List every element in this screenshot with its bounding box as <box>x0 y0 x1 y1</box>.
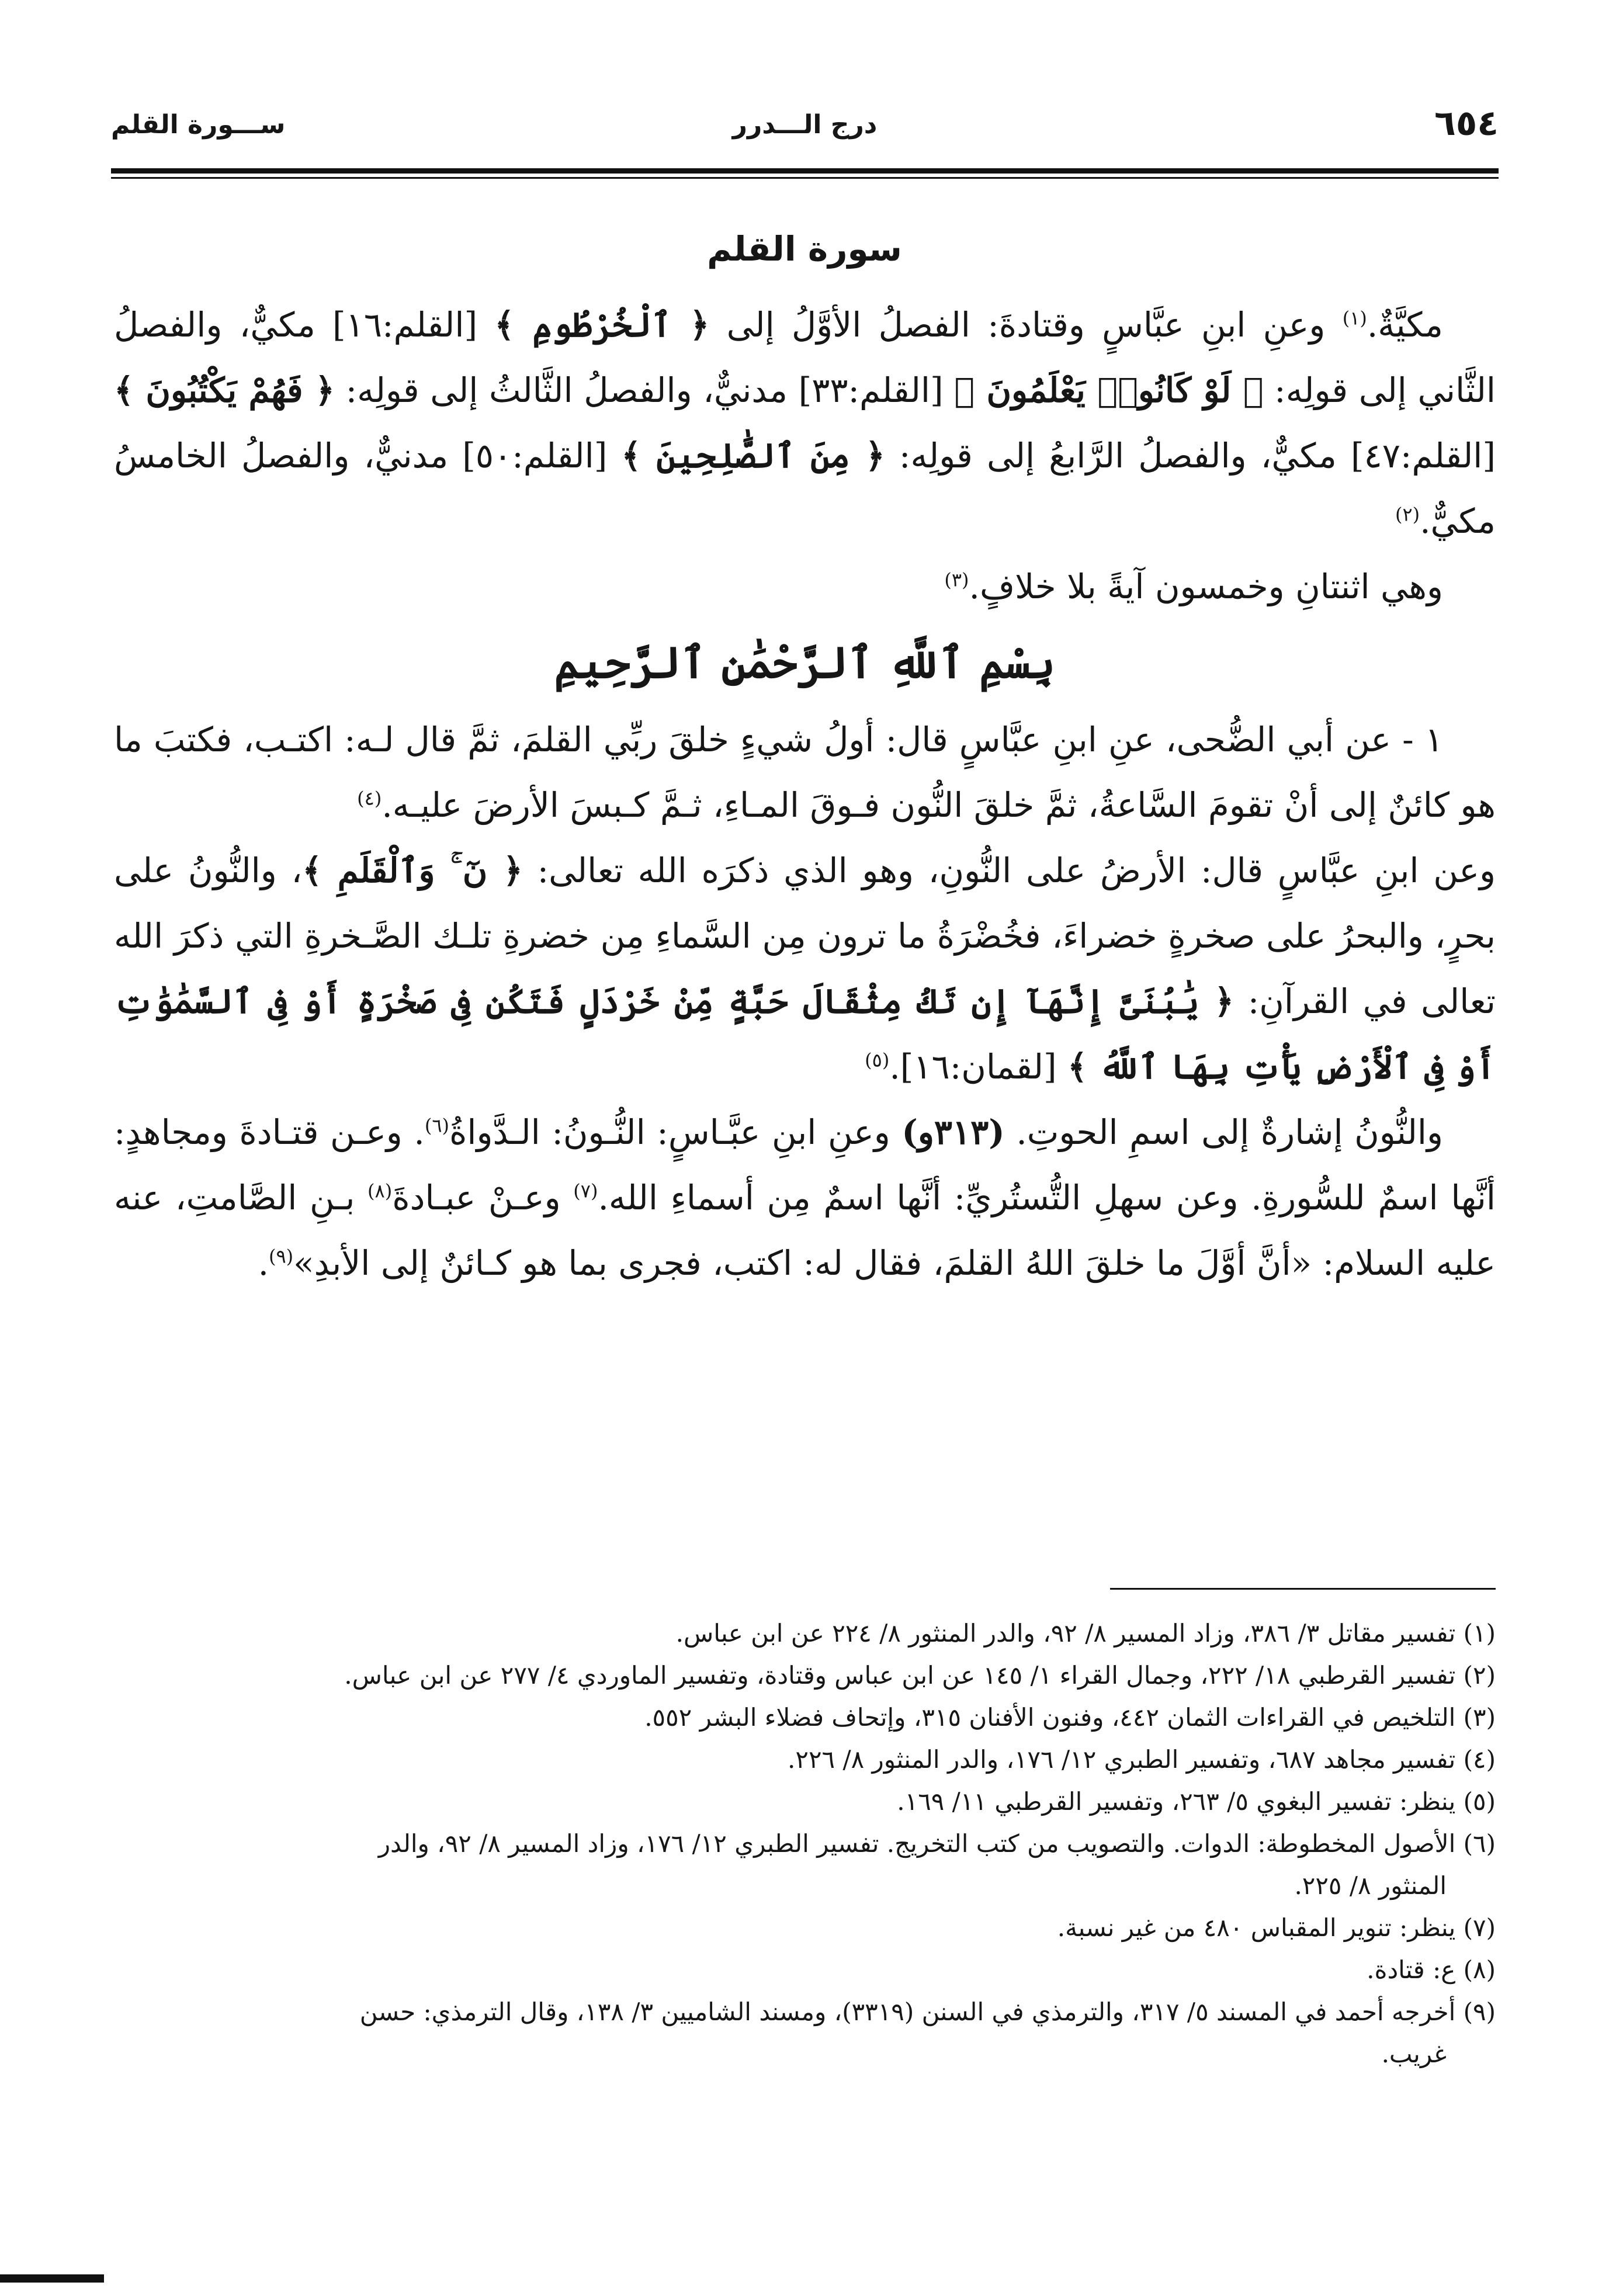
text-run: وعنِ ابنِ عبَّـاسٍ: النُّـونُ: الـدَّواةُ <box>449 1112 902 1152</box>
footnote <box>114 1612 1496 1655</box>
text-run: وعنِ ابنِ عبَّاسٍ وقتادةَ: الفصلُ الأوَّلُ إلى <box>709 305 1343 345</box>
text-run: مكيَّةٌ. <box>1367 305 1443 345</box>
footnote-ref: (٧) <box>573 1180 598 1202</box>
text-run: . <box>258 1243 269 1283</box>
footnote <box>114 1781 1496 1823</box>
surah-name: ســـورة القلم <box>111 110 286 140</box>
book-title: درج الـــدرر <box>732 110 878 140</box>
text-run: ١ - عن أبي الضُّحى، عنِ ابنِ عبَّاسٍ قال: أولُ شيءٍ خلقَ ربِّي القلمَ، ثمَّ قال لـه: اكتـب، فكتبَ ما هو كائنٌ إلى أنْ تقومَ السَّاعةُ، ثمَّ خلقَ النُّون فـوقَ المـاءِ، ثـمَّ كـبسَ الأرضَ عليـه. <box>114 720 1496 825</box>
text-run: [القلم:٣٣] مدنيٌّ، والفصلُ الثَّالثُ إلى قولِه: <box>334 370 955 410</box>
text-run: وهي اثنتانِ وخمسون آيةً بلا خلافٍ. <box>969 567 1443 606</box>
quran-quote: ﴿ يَٰبُنَىَّ إِنَّهَآ إِن تَكُ مِثْقَالَ حَبَّةٍ مِّنْ خَرْدَلٍ فَتَكُن فِى صَخْرَةٍ أَوْ فِى ٱلسَّمَٰوَٰتِ أَوْ فِى ٱلْأَرْضِ يَأْتِ بِهَا ٱللَّهُ ﴾ <box>114 981 1496 1087</box>
page-number: ٦٥٤ <box>1434 103 1499 144</box>
footnote-continuation: المنثور ٨/ ٢٢٥. <box>1294 1871 1447 1900</box>
chapter-title: سورة القلم <box>707 229 902 269</box>
footnote-text: تفسير مجاهد ٦٨٧، وتفسير الطبري ١٢/ ١٧٦، والدر المنثور ٨/ ٢٢٦. <box>788 1745 1456 1774</box>
footnote <box>114 1907 1496 1949</box>
footnote <box>114 1655 1496 1697</box>
footnote-text: الأصول المخطوطة: الدوات. والتصويب من كتب التخريج. تفسير الطبري ١٢/ ١٧٦، وزاد المسير ٨/ ٩٢، والدر <box>378 1829 1456 1858</box>
footnote-number: (٤) <box>1463 1745 1496 1774</box>
footnote-ref: (٦) <box>424 1114 449 1137</box>
footnote-ref: (٩) <box>269 1245 294 1268</box>
footnote <box>114 1823 1496 1865</box>
footnote-text: ينظر: تفسير البغوي ٥/ ٢٦٣، وتفسير القرطبي ١١/ ١٦٩. <box>897 1787 1456 1816</box>
footnote-ref: (٤) <box>357 787 382 810</box>
footnote-number: (٥) <box>1463 1787 1496 1816</box>
narration-1 <box>114 707 1496 838</box>
footnote <box>114 1991 1496 2033</box>
text-run: [لقمان:١٦]. <box>889 1047 1068 1087</box>
text-run: [القلم:٥٠] مدنيٌّ، والفصلُ الخامسُ مكيٌّ. <box>114 436 1496 541</box>
verse-count-paragraph <box>114 554 1496 619</box>
footnote-ref: (٣) <box>944 568 969 591</box>
header-rule-thin <box>111 177 1499 179</box>
footnote-number: (٧) <box>1463 1913 1496 1942</box>
basmala: بِسْمِ ٱللَّهِ ٱلرَّحْمَٰنِ ٱلرَّحِيمِ <box>554 638 1056 688</box>
footnote-ref: (٨) <box>367 1180 393 1202</box>
footnote-separator <box>1110 1588 1496 1590</box>
footnote-number: (٢) <box>1463 1661 1496 1690</box>
narration-3 <box>114 1100 1496 1296</box>
footnote-ref: (١) <box>1342 307 1367 330</box>
footnotes <box>114 1612 1496 2075</box>
footnote-continuation: غريب. <box>1381 2040 1447 2068</box>
quran-quote: ﴿ لَوْ كَانُوا۟ يَعْلَمُونَ ﴾ <box>954 370 1264 410</box>
footnote-ref: (٢) <box>1395 503 1420 526</box>
footnote-number: (١) <box>1463 1619 1496 1648</box>
footnote <box>114 1949 1496 1991</box>
running-header <box>111 105 1499 161</box>
footnote <box>114 1739 1496 1781</box>
footnote-text: تفسير القرطبي ١٨/ ٢٢٢، وجمال القراء ١/ ١٤٥ عن ابن عباس وقتادة، وتفسير الماوردي ٤/ ٢٧٧ عن ابن عباس. <box>344 1661 1456 1690</box>
text-run: [القلم:٤٧] مكيٌّ، والفصلُ الرَّابعُ إلى قولِه: <box>885 436 1496 476</box>
footnote-number: (٣) <box>1463 1703 1496 1732</box>
text-run: [القلم:١٦] مكيٌّ، والفصلُ الثَّاني إلى قولِه: <box>114 305 1496 410</box>
footnote-text: ع: قتادة. <box>1367 1955 1456 1984</box>
footnote-number: (٩) <box>1463 1997 1496 2026</box>
intro-paragraph <box>114 292 1496 554</box>
text-run: وعـنْ عبـادةَ <box>392 1178 574 1218</box>
quran-quote: ﴿ نٓ ۚ وَٱلْقَلَمِ ﴾ <box>302 851 523 890</box>
footnote-ref: (٥) <box>865 1049 890 1071</box>
main-text <box>114 292 1496 1296</box>
footnote-text: التلخيص في القراءات الثمان ٤٤٢، وفنون الأفنان ٣١٥، وإتحاف فضلاء البشر ٥٥٢. <box>644 1703 1456 1732</box>
folio-marker: (٣١٣و) <box>901 1112 1005 1152</box>
quran-quote: ﴿ ٱلْخُرْطُومِ ﴾ <box>494 305 710 345</box>
text-run: والنُّونُ إشارةٌ إلى اسمِ الحوتِ. <box>1004 1112 1444 1152</box>
text-run: . وعـن قتـادةَ ومجاهدٍ: أنَّها اسمٌ للسُّورةِ. وعن سهلِ التُّستُريِّ: أنَّها اسمٌ مِن أسماءِ الله. <box>114 1112 1496 1218</box>
text-run: وعن ابنِ عبَّاسٍ قال: الأرضُ على النُّونِ، وهو الذي ذكرَه الله تعالى: <box>522 851 1496 890</box>
scan-artifact <box>0 2274 104 2283</box>
header-rule-thick <box>111 168 1499 174</box>
footnote-number: (٨) <box>1463 1955 1496 1984</box>
footnote <box>114 1697 1496 1739</box>
footnote-text: تفسير مقاتل ٣/ ٣٨٦، وزاد المسير ٨/ ٩٢، والدر المنثور ٨/ ٢٢٤ عن ابن عباس. <box>675 1619 1456 1648</box>
text-run: بـنِ الصَّامتِ، عنه عليه السلام: «أنَّ أوَّلَ ما خلقَ اللهُ القلمَ، فقال له: اكتب، فجرى بما هو كـائنٌ إلى الأبدِ» <box>114 1178 1496 1283</box>
quran-quote: ﴿ مِنَ ٱلصَّٰلِحِينَ ﴾ <box>621 436 885 476</box>
quran-quote: ﴿ فَهُمْ يَكْتُبُونَ ﴾ <box>114 370 335 410</box>
footnote-text: أخرجه أحمد في المسند ٥/ ٣١٧، والترمذي في السنن (٣٣١٩)، ومسند الشاميين ٣/ ١٣٨، وقال الترمذي: حسن <box>359 1997 1456 2026</box>
footnote-number: (٦) <box>1463 1829 1496 1858</box>
narration-2 <box>114 838 1496 1100</box>
text-run: ، والنُّونُ على بحرٍ، والبحرُ على صخرةٍ خضراءَ، فخُضْرَةُ ما ترون مِن السَّماءِ مِن خضرةِ تلـك الصَّـخرةِ التي ذكرَ الله تعالى في القرآنِ: <box>114 851 1496 1021</box>
footnote-text: ينظر: تنوير المقباس ٤٨٠ من غير نسبة. <box>1057 1913 1456 1942</box>
